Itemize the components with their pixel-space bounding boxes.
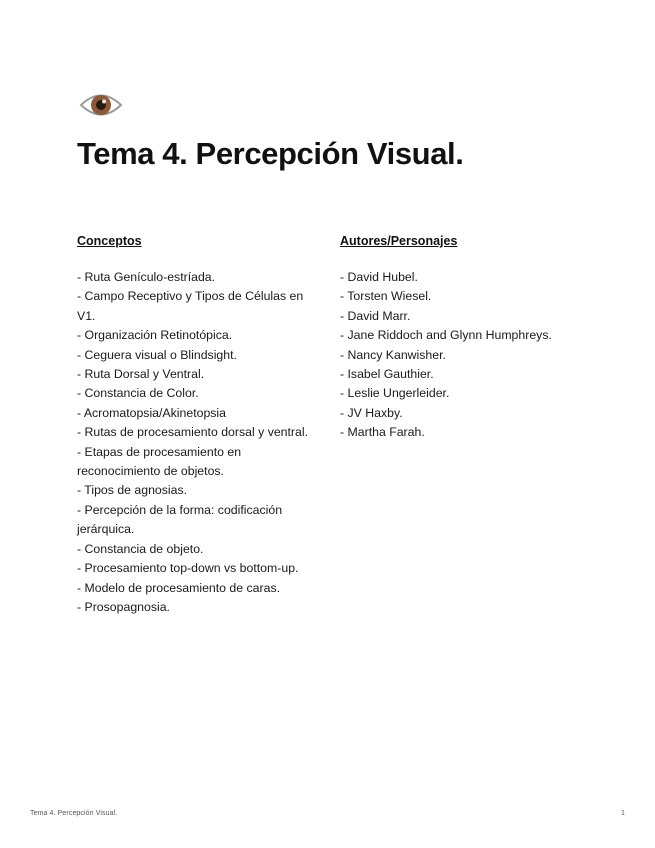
footer-title: Tema 4. Percepción Visual. [30,810,118,817]
list-item: - Etapas de procesamiento en reconocimiento de objetos. [77,444,242,479]
autores-heading: Autores/Personajes [340,234,458,248]
list-item: - Isabel Gauthier. [340,367,434,382]
list-item: - Procesamiento top-down vs bottom-up. [77,561,299,576]
list-item: - Ruta Genículo-estríada. [77,270,216,284]
list-item: - Leslie Ungerleider. [340,386,450,401]
list-item: - Modelo de procesamiento de caras. [77,580,281,595]
list-item: - Acromatopsia/Akinetopsia [77,405,227,420]
list-item: - JV Haxby. [340,405,403,420]
conceptos-list [77,268,325,617]
list-item: - Martha Farah. [340,425,425,440]
list-item: - Constancia de Color. [77,386,199,401]
list-item: - Torsten Wiesel. [340,289,432,304]
list-item: - Ceguera visual o Blindsight. [77,347,237,362]
eye-icon [79,88,123,122]
page-title: Tema 4. Percepción Visual. [77,136,464,171]
list-item: - Campo Receptivo y Tipos de Células en V1. [77,289,304,323]
autores-column [340,232,600,443]
list-item: - Organización Retinotópica. [77,328,233,343]
conceptos-column [77,232,325,617]
list-item: - Rutas de procesamiento dorsal y ventral. [77,425,309,440]
list-item: - Ruta Dorsal y Ventral. [77,367,205,382]
list-item: - Constancia de objeto. [77,541,204,556]
list-item: - Nancy Kanwisher. [340,347,446,362]
conceptos-heading: Conceptos [77,234,142,248]
list-item: - David Marr. [340,308,411,323]
list-item: - Percepción de la forma: codificación jerárquica. [77,502,283,537]
page-number: 1 [621,810,625,817]
list-item: - David Hubel. [340,270,418,284]
list-item: - Prosopagnosia. [77,599,170,614]
autores-list [340,268,600,443]
list-item: - Tipos de agnosias. [77,483,188,498]
list-item: - Jane Riddoch and Glynn Humphreys. [340,328,552,343]
